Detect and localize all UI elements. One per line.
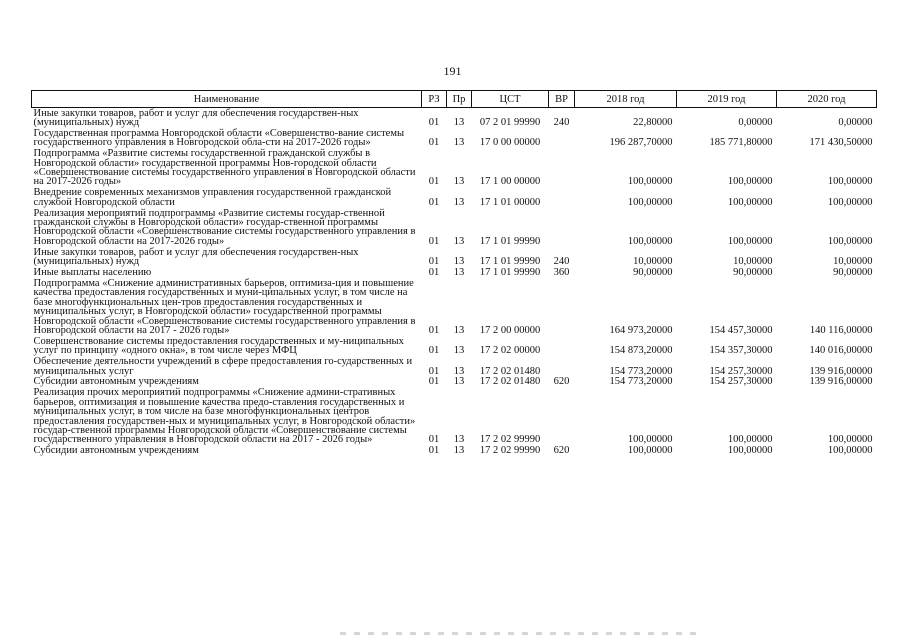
cell-name: Обеспечение деятельности учреждений в сфере предоставления го-сударственных и муниципальных услуг [33, 356, 413, 377]
cell-pr: 13 [453, 267, 465, 278]
cell-pr: 13 [453, 235, 465, 247]
cell-pr: 13 [453, 196, 465, 208]
cell-vr [549, 336, 575, 356]
cell-cst: 17 1 01 99990 [479, 256, 541, 268]
cell-2020: 100,00000 [827, 434, 873, 446]
table-row [32, 108, 877, 129]
cell-2019: 100,00000 [727, 196, 773, 208]
cell-vr: 240 [553, 116, 570, 128]
cell-name: Иные закупки товаров, работ и услуг для обеспечения государствен-ных (муниципальных) нужд [33, 107, 359, 128]
cell-2018: 164 973,20000 [609, 324, 673, 336]
table-header [32, 91, 877, 108]
cell-cst: 17 1 00 00000 [479, 176, 541, 188]
cell-vr: 620 [553, 445, 570, 457]
cell-2020: 139 916,00000 [809, 365, 873, 377]
cell-name: Иные выплаты населению [33, 267, 152, 278]
cell-name: Совершенствование системы предоставления государственных и му-ниципальных услуг по принципу «одного окна», в том числе через МФЦ [33, 335, 404, 357]
cell-2020: 139 916,00000 [809, 376, 873, 388]
cell-cst: 07 2 01 99990 [479, 116, 541, 128]
header-cst: ЦСТ [472, 91, 549, 108]
cell-vr [549, 208, 575, 247]
cell-cst: 17 2 02 00000 [479, 345, 541, 357]
cell-2018: 154 773,20000 [609, 365, 673, 377]
cell-2019: 90,00000 [733, 267, 773, 278]
header-name: Наименование [32, 91, 422, 108]
cell-2020: 140 016,00000 [809, 345, 873, 357]
cell-vr [549, 388, 575, 446]
cell-name: Субсидии автономным учреждениям [33, 445, 199, 457]
cell-2020: 100,00000 [827, 196, 873, 208]
cell-pr: 13 [453, 434, 465, 446]
header-pr: Пр [447, 91, 472, 108]
cell-2020: 10,00000 [833, 256, 873, 268]
table-row [32, 377, 877, 388]
cell-vr: 620 [553, 376, 570, 388]
table-row [32, 446, 877, 457]
cell-vr [549, 149, 575, 188]
cell-pr: 13 [453, 137, 465, 149]
cell-name: Реализация мероприятий подпрограммы «Развитие системы государ-ственной гражданской службы в Новгородской области» государ-ственной программы Новгородской области «Совершенствование системы государственного управления в Новгородской области на 2017-2026 годы» [33, 207, 416, 247]
cell-vr: 360 [553, 267, 570, 278]
table-row [32, 128, 877, 148]
table-row [32, 278, 877, 336]
cell-vr: 240 [553, 256, 570, 268]
cell-2018: 100,00000 [627, 445, 673, 457]
cell-pr: 13 [453, 365, 465, 377]
header-2018: 2018 год [575, 91, 677, 108]
cell-vr [549, 128, 575, 148]
header-vr: ВР [549, 91, 575, 108]
cell-2019: 154 357,30000 [709, 345, 773, 357]
budget-table [31, 90, 877, 457]
cell-2019: 154 457,30000 [709, 324, 773, 336]
cell-pr: 13 [453, 345, 465, 357]
cell-2020: 0,00000 [838, 116, 873, 128]
table-row [32, 336, 877, 356]
cell-name: Внедрение современных механизмов управления государственной гражданской службой Новгородской области [33, 187, 392, 208]
cell-cst: 17 1 01 99990 [479, 235, 541, 247]
header-2019: 2019 год [677, 91, 777, 108]
cell-rz: 01 [428, 116, 440, 128]
cell-2019: 100,00000 [727, 235, 773, 247]
cell-rz: 01 [428, 345, 440, 357]
cell-2018: 100,00000 [627, 235, 673, 247]
cell-rz: 01 [428, 376, 440, 388]
cell-2020: 100,00000 [827, 235, 873, 247]
cell-2018: 10,00000 [633, 256, 673, 268]
cell-name: Государственная программа Новгородской области «Совершенство-вание системы государственного управления в Новгородской обла-сти на 2017-2026 годы» [33, 127, 405, 149]
cell-pr: 13 [453, 176, 465, 188]
cell-cst: 17 2 02 01480 [479, 376, 541, 388]
cell-2018: 90,00000 [633, 267, 673, 278]
cell-pr: 13 [453, 324, 465, 336]
cell-2018: 154 873,20000 [609, 345, 673, 357]
cell-rz: 01 [428, 445, 440, 457]
table-row [32, 149, 877, 188]
cell-2019: 100,00000 [727, 176, 773, 188]
cell-rz: 01 [428, 235, 440, 247]
cell-2018: 22,80000 [633, 116, 673, 128]
table-row [32, 208, 877, 247]
cell-2018: 100,00000 [627, 434, 673, 446]
cell-name: Реализация прочих мероприятий подпрограммы «Снижение админи-стративных барьеров, оптимизация и повышение качества предо-ставления государственных и муниципальных услуг, в том числе на базе многофункциональных центров предоставления государствен-ных и муниципальных услуг, в Новгородской области» государ-ственной программы Новгородской области «Совершенствование системы государственного управления в Новгородской области на 2017 - 2026 годы» [33, 387, 416, 446]
cell-vr [549, 278, 575, 336]
cell-2018: 196 287,70000 [609, 137, 673, 149]
table-row [32, 188, 877, 208]
cell-rz: 01 [428, 365, 440, 377]
cell-rz: 01 [428, 137, 440, 149]
cell-2020: 140 116,00000 [809, 324, 873, 336]
cell-2020: 90,00000 [833, 267, 873, 278]
cell-rz: 01 [428, 196, 440, 208]
cell-2019: 100,00000 [727, 434, 773, 446]
cell-vr [549, 357, 575, 377]
cell-rz: 01 [428, 176, 440, 188]
page-number: 191 [443, 64, 462, 78]
cell-cst: 17 2 02 99990 [479, 445, 541, 457]
cell-2020: 100,00000 [827, 176, 873, 188]
table-body [32, 108, 877, 457]
cell-rz: 01 [428, 434, 440, 446]
table-row [32, 268, 877, 279]
cell-pr: 13 [453, 256, 465, 268]
cell-rz: 01 [428, 256, 440, 268]
cell-cst: 17 2 02 99990 [479, 434, 541, 446]
cell-vr [549, 188, 575, 208]
cell-cst: 17 2 00 00000 [479, 324, 541, 336]
cell-rz: 01 [428, 324, 440, 336]
cell-name: Подпрограмма «Развитие системы государственной гражданской службы в Новгородской области» государственной программы Нов-городской области «Совершенствование системы государственного управления в Новгородской области на 2017-2026 годы» [33, 148, 416, 188]
cell-2020: 171 430,50000 [809, 137, 873, 149]
table-row [32, 247, 877, 267]
cell-cst: 17 1 01 99990 [479, 267, 541, 278]
table-row [32, 357, 877, 377]
cell-2019: 10,00000 [733, 256, 773, 268]
cell-name: Подпрограмма «Снижение административных барьеров, оптимиза-ция и повышение качества предоставления государственных и муни-ципальных услуг, в том числе на базе многофункциональных цен-тров предоставления государственных и муниципальных услуг, в Новгородской области» государственной программы Новгородской области «Совершенствование системы государственного управления в Новгородской области на 2017 - 2026 годы» [33, 277, 416, 336]
cell-cst: 17 2 02 01480 [479, 365, 541, 377]
cell-name: Иные закупки товаров, работ и услуг для обеспечения государствен-ных (муниципальных) нужд [33, 246, 359, 268]
cell-2020: 100,00000 [827, 445, 873, 457]
cell-pr: 13 [453, 376, 465, 388]
table-row [32, 388, 877, 446]
cell-2019: 185 771,80000 [709, 137, 773, 149]
header-rz: РЗ [422, 91, 447, 108]
cell-2019: 0,00000 [738, 116, 773, 128]
cell-2018: 154 773,20000 [609, 376, 673, 388]
cell-2019: 154 257,30000 [709, 376, 773, 388]
cell-rz: 01 [428, 267, 440, 278]
cell-2018: 100,00000 [627, 176, 673, 188]
cell-pr: 13 [453, 445, 465, 457]
cell-cst: 17 1 01 00000 [479, 196, 541, 208]
cell-cst: 17 0 00 00000 [479, 137, 541, 149]
cell-2019: 100,00000 [727, 445, 773, 457]
cell-name: Субсидии автономным учреждениям [33, 376, 199, 388]
scan-artifact [340, 632, 700, 635]
cell-pr: 13 [453, 116, 465, 128]
cell-2018: 100,00000 [627, 196, 673, 208]
header-2020: 2020 год [777, 91, 877, 108]
cell-2019: 154 257,30000 [709, 365, 773, 377]
